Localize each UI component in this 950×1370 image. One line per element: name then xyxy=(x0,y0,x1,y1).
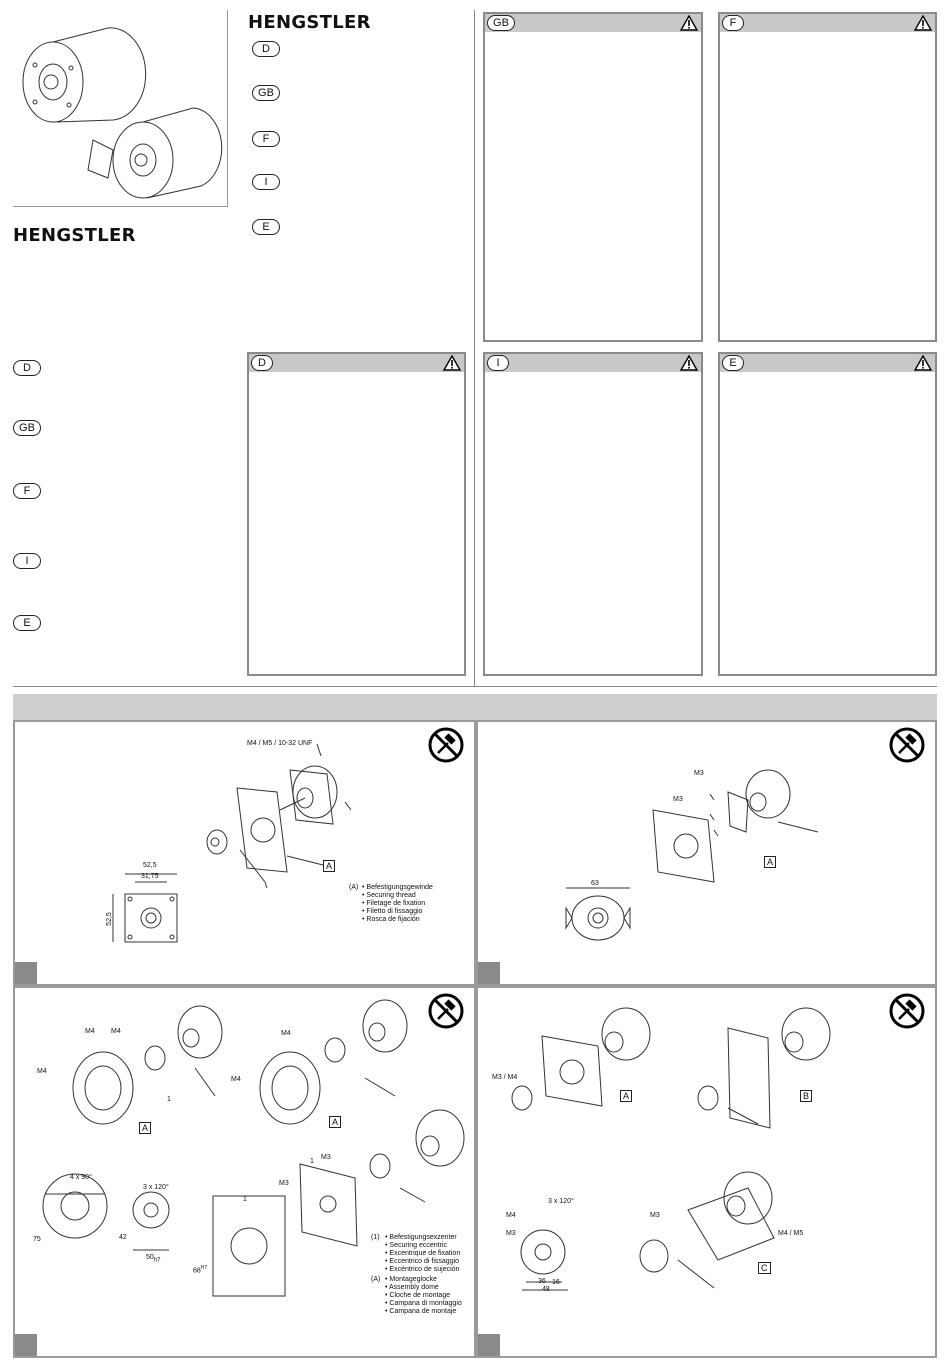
panel-header xyxy=(485,354,701,372)
screw-label: M4 xyxy=(506,1212,516,1219)
angle-label: 4 x 90° xyxy=(70,1174,92,1181)
screw-label: M3 xyxy=(650,1212,660,1219)
bracket-assembly-drawing xyxy=(478,722,939,988)
tag-a: A xyxy=(329,1116,341,1128)
screw-label: M3 xyxy=(694,770,704,777)
warning-icon xyxy=(680,15,698,31)
tag-a: A xyxy=(620,1090,632,1102)
legend-line: • Befestigungsexzenter xyxy=(385,1234,457,1241)
mounting-figure-1 xyxy=(13,720,476,986)
mounting-figure-2 xyxy=(476,720,937,986)
legend-line: • Campana de montaje xyxy=(385,1308,457,1315)
safety-panel-d xyxy=(247,352,466,676)
screw-label: M4 / M5 xyxy=(778,1230,804,1237)
legend-line: • Securing thread xyxy=(362,892,416,899)
tag-a: A xyxy=(139,1122,151,1134)
safety-panel-i xyxy=(483,352,703,676)
legend-line: • Rosca de fijación xyxy=(362,916,420,923)
legend-line: • Campana di montaggio xyxy=(385,1300,462,1307)
dim-label: 16 xyxy=(552,1279,560,1286)
section-band xyxy=(13,694,937,720)
legend-line: • Cloche de montage xyxy=(385,1292,451,1299)
legend-line: • Befestigungsgewinde xyxy=(362,884,433,891)
legend-line: • Filetto di fissaggio xyxy=(362,908,423,915)
figure-number-box xyxy=(15,1334,37,1356)
lang-code-d: D xyxy=(252,41,280,57)
lang-code-d: D xyxy=(13,360,41,376)
dim-label: 63 xyxy=(591,880,599,887)
lang-code-f: F xyxy=(252,131,280,147)
panel-lang-code: I xyxy=(487,355,509,371)
screw-label: M3 / M4 xyxy=(492,1074,518,1081)
dim-width-label: 52,5 xyxy=(143,862,157,869)
screw-label: M3 xyxy=(506,1230,516,1237)
screw-label: M3 xyxy=(321,1154,331,1161)
flange-assembly-drawing xyxy=(15,722,478,988)
tag-a: A xyxy=(764,856,776,868)
panel-header xyxy=(485,14,701,32)
tag-c: C xyxy=(758,1262,771,1274)
dim-label xyxy=(146,1254,160,1264)
dim-height-label: 52,5 xyxy=(105,912,113,926)
tag-a: A xyxy=(323,860,335,872)
legend-line: • Excentrique de fixation xyxy=(385,1250,461,1257)
panel-lang-code: F xyxy=(722,15,744,31)
dim-label: 48 xyxy=(542,1286,550,1293)
screw-label: M3 xyxy=(673,796,683,803)
lang-code-f: F xyxy=(13,483,41,499)
panel-header xyxy=(720,354,935,372)
angle-label: 3 x 120° xyxy=(548,1198,574,1205)
safety-panel-e xyxy=(718,352,937,676)
brand-logo-top: HENGSTLER xyxy=(248,12,371,33)
lang-code-i: I xyxy=(252,174,280,190)
dim-value: 68 xyxy=(193,1267,201,1275)
tag-b: B xyxy=(800,1090,812,1102)
warning-icon xyxy=(914,355,932,371)
lang-code-i: I xyxy=(13,553,41,569)
warning-icon xyxy=(443,355,461,371)
dim-label: 36 xyxy=(538,1278,546,1285)
legend-key: (A) xyxy=(349,884,359,891)
safety-panel-f xyxy=(718,12,937,342)
dim-tolerance: H7 xyxy=(200,1265,208,1271)
dim-label xyxy=(193,1264,207,1275)
callout-1: 1 xyxy=(243,1196,247,1203)
product-illustration xyxy=(13,10,228,207)
screw-label: M4 xyxy=(37,1068,47,1075)
screw-label: M4 xyxy=(85,1028,95,1035)
legend-line: • Montageglocke xyxy=(385,1276,437,1283)
callout-1: 1 xyxy=(167,1096,171,1103)
dim-inner-label: 31,75 xyxy=(141,873,159,880)
row-divider xyxy=(13,686,937,687)
dim-label: 42 xyxy=(119,1234,127,1241)
screw-label: M4 xyxy=(281,1030,291,1037)
clamp-assembly-drawing xyxy=(478,988,939,1360)
screw-label: M3 xyxy=(279,1180,289,1187)
panel-lang-code: D xyxy=(251,355,273,371)
angle-label: 3 x 120° xyxy=(143,1184,169,1191)
panel-lang-code: E xyxy=(722,355,744,371)
legend-line: • Filetage de fixation xyxy=(362,900,426,907)
dim-tolerance: h7 xyxy=(153,1257,161,1264)
mounting-figure-4 xyxy=(476,986,937,1358)
lang-code-gb: GB xyxy=(252,85,280,101)
lang-code-e: E xyxy=(252,219,280,235)
warning-icon xyxy=(914,15,932,31)
panel-header xyxy=(249,354,464,372)
callout-1: 1 xyxy=(310,1158,314,1165)
legend-line: • Eccentrico di fissaggio xyxy=(385,1258,460,1265)
panel-header xyxy=(720,14,935,32)
mounting-figure-3 xyxy=(13,986,476,1358)
screw-label: M4 xyxy=(231,1076,241,1083)
legend-line: • Securing eccentric xyxy=(385,1242,447,1249)
encoder-drawing xyxy=(13,10,227,206)
legend-line: • Assembly dome xyxy=(385,1284,439,1291)
screw-label: M4 xyxy=(111,1028,121,1035)
dim-value: 50 xyxy=(146,1254,154,1261)
panel-lang-code: GB xyxy=(487,15,515,31)
lang-code-gb: GB xyxy=(13,420,41,436)
lang-code-e: E xyxy=(13,615,41,631)
figure-number-box xyxy=(15,962,37,984)
safety-panel-gb xyxy=(483,12,703,342)
thread-label: M4 / M5 / 10-32 UNF xyxy=(247,740,313,747)
column-divider xyxy=(474,10,475,686)
figure-number-box xyxy=(478,962,500,984)
legend-key: (1) xyxy=(371,1234,380,1241)
legend-line: • Excéntrico de sujeción xyxy=(385,1266,460,1273)
figure-number-box xyxy=(478,1334,500,1356)
brand-logo-left: HENGSTLER xyxy=(13,225,136,246)
legend-key: (A) xyxy=(371,1276,381,1283)
warning-icon xyxy=(680,355,698,371)
dim-label: 75 xyxy=(33,1236,41,1243)
